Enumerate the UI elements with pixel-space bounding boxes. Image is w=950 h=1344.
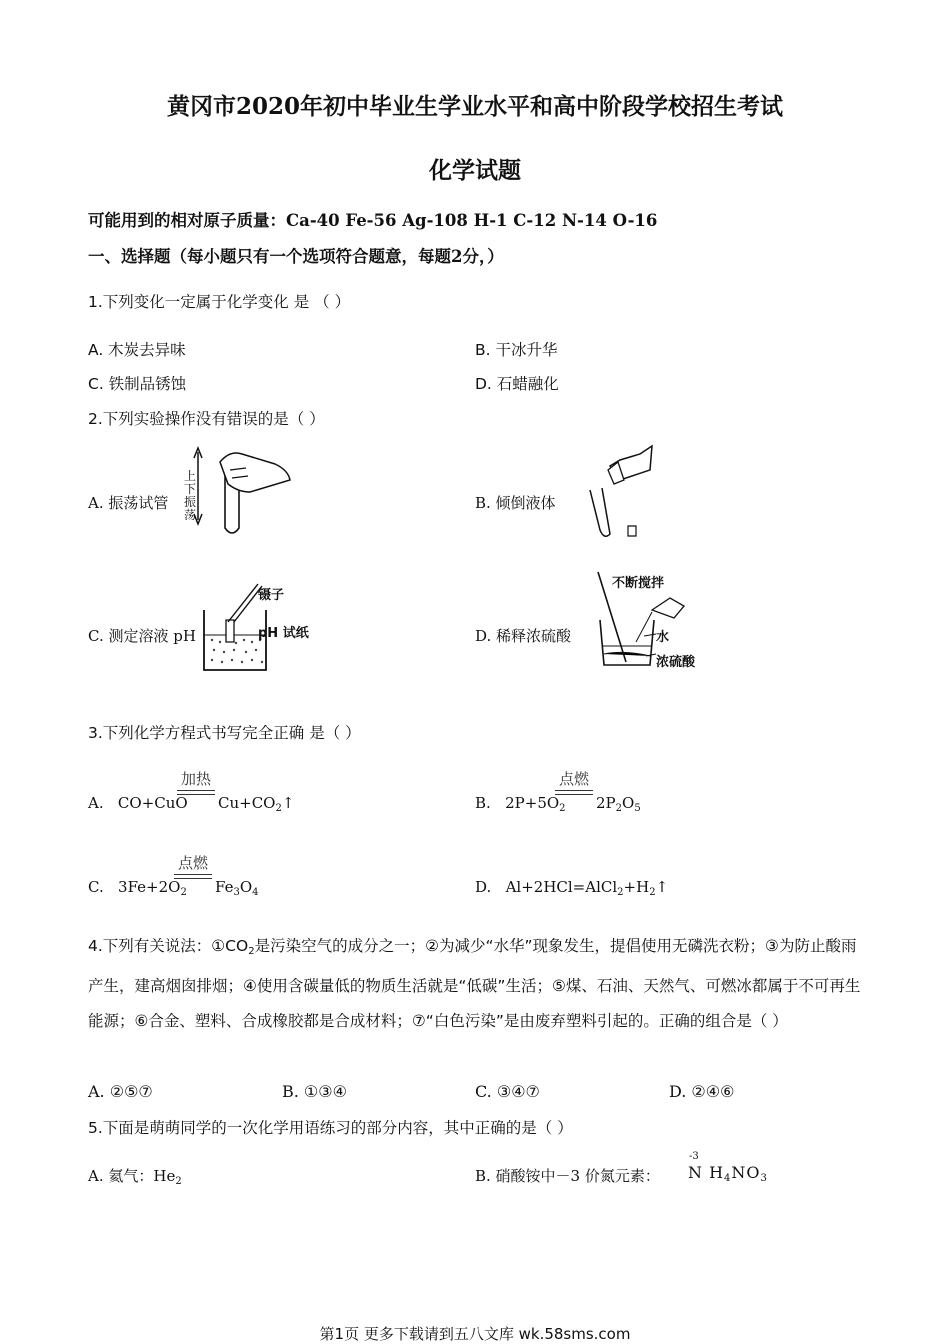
q4-stem: 4.下列有关说法：$①CO_2$是污染空气的成分之一；②为减少“水华”现象发生，提倡使用无磷洗衣粉；③为防止酸雨产生，建高烟囱排烟；④使用含碳量低的物质生活就是“低碳”生活；⑤煤、石油、天然气、可燃冰都属于不可再生能源；⑥合金、塑料、合成橡胶都是合成材料；⑦“白色污染”是由废弃塑料引起的。正确的组合是（ ） xyxy=(88,937,861,1030)
exam-title: 黄冈市2020年初中毕业生学业水平和高中阶段学校招生考试 xyxy=(166,93,783,120)
q1-option-d: D. 石蜡融化 xyxy=(475,375,559,393)
q3-c-product: $Fe_3O_4$ xyxy=(215,878,259,898)
tweezers-label: 镊子 xyxy=(258,588,285,603)
q3-a-condition: 加热 xyxy=(177,768,215,795)
q1-stem: 1.下列变化一定属于化学变化 是 （ ） xyxy=(88,293,351,311)
q3-option-c: C. $3Fe+2O_2$ xyxy=(88,878,187,898)
stir-label: 不断搅拌 xyxy=(612,576,665,591)
q3-option-b: B. $2P+5O_2$ xyxy=(475,794,566,814)
q3-option-d: D. $Al+2HCl=AlCl_2+H_2↑$ xyxy=(475,878,669,898)
q2-option-c: C. 测定溶液 pH xyxy=(88,627,196,645)
q5-stem: 5.下面是萌萌同学的一次化学用语练习的部分内容，其中正确的是（ ） xyxy=(88,1119,573,1137)
acid-label: 浓硫酸 xyxy=(656,655,696,670)
q5-option-a: A. 氦气：$He_2$ xyxy=(88,1167,182,1187)
q2-option-b: B. 倾倒液体 xyxy=(475,494,556,512)
q3-b-condition: 点燃 xyxy=(555,768,593,795)
exam-subtitle: 化学试题 xyxy=(429,157,521,184)
q3-a-product: $Cu+CO_2↑$ xyxy=(218,794,295,814)
q5-charge: -3 xyxy=(689,1151,699,1162)
water-label: 水 xyxy=(656,630,670,645)
q1-option-a: A. 木炭去异味 xyxy=(88,341,186,359)
q5-formula: N $H_4NO_3$ xyxy=(688,1163,768,1184)
q3-option-a: A. CO+CuO xyxy=(88,794,188,812)
q3-stem: 3.下列化学方程式书写完全正确 是（ ） xyxy=(88,724,361,742)
q3-b-product: $2P_2O_5$ xyxy=(596,794,641,814)
q4-option-b: B. ①③④ xyxy=(282,1082,347,1101)
ph-paper-label: pH 试纸 xyxy=(258,626,309,641)
q4-option-c: C. ③④⑦ xyxy=(475,1082,540,1101)
q1-option-c: C. 铁制品锈蚀 xyxy=(88,375,187,393)
q2-stem: 2.下列实验操作没有错误的是（ ） xyxy=(88,410,325,428)
page-footer: 第1页 更多下载请到五八文库 wk.58sms.com xyxy=(319,1325,631,1343)
atomic-masses: 可能用到的相对原子质量：Ca-40 Fe-56 Ag-108 H-1 C-12 N-14 O-16 xyxy=(88,211,658,230)
q4-option-a: A. ②⑤⑦ xyxy=(88,1082,153,1101)
q1-option-b: B. 干冰升华 xyxy=(475,341,558,359)
section-heading: 一、选择题（每小题只有一个选项符合题意，每题2分，） xyxy=(88,247,504,266)
q5-option-b: B. 硝酸铵中－3 价氮元素： xyxy=(475,1167,660,1185)
q3-c-condition: 点燃 xyxy=(174,852,212,879)
q2-option-a: A. 振荡试管 xyxy=(88,494,169,512)
pour-liquid-figure xyxy=(580,440,660,550)
shake-label: 上下振荡 xyxy=(184,469,197,522)
q4-option-d: D. ②④⑥ xyxy=(669,1082,735,1101)
q2-option-d: D. 稀释浓硫酸 xyxy=(475,627,572,645)
